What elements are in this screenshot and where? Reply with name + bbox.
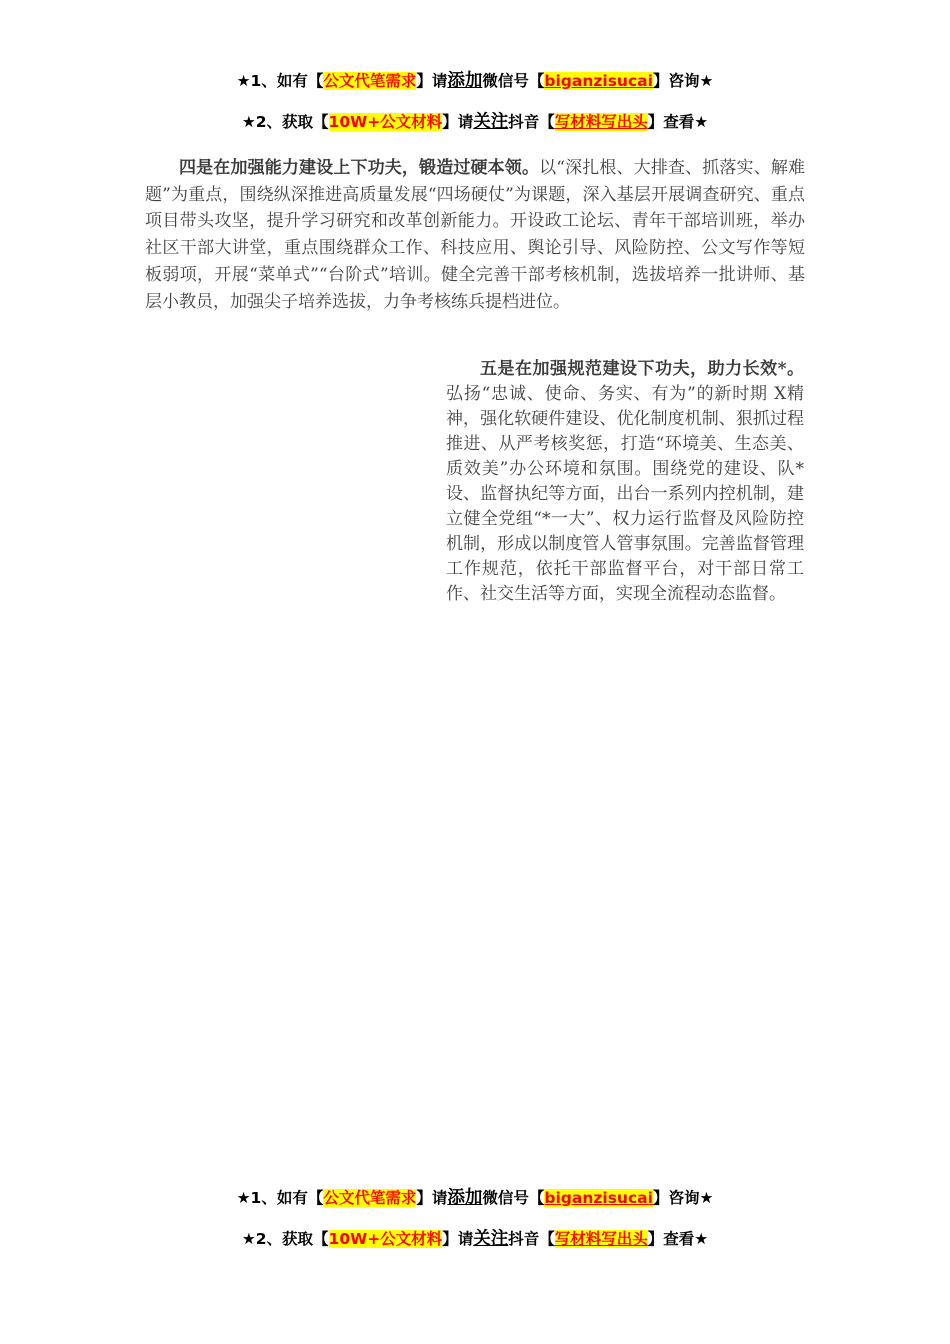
- promo-suffix: 】咨询★: [652, 1189, 714, 1207]
- promo-middle: 】请: [442, 1230, 474, 1248]
- promo-prefix: ★2、获取【: [241, 113, 329, 131]
- promo-prefix: ★2、获取【: [241, 1230, 329, 1248]
- promo-wechat-id-link[interactable]: biganzisucai: [544, 1189, 653, 1207]
- promo-emphasis: 关注: [473, 112, 509, 132]
- promo-douyin-account-link[interactable]: 写材料写出头: [554, 1230, 648, 1248]
- header-promo-line-1: [0, 69, 950, 93]
- paragraph-lead-heading: 五是在加强规范建设下功夫，助力长效*。: [480, 359, 804, 379]
- body-paragraph-5: [446, 357, 804, 607]
- promo-douyin-account-link[interactable]: 写材料写出头: [554, 113, 648, 131]
- promo-middle: 微信号【: [482, 72, 545, 90]
- paragraph-text: 弘扬“忠诚、使命、务实、有为”的新时期 X精神，强化软硬件建设、优化制度机制、狠抓过程推进、从严考核奖惩，打造“环境美、生态美、质效美”办公环境和氛围。围绕党的建设、队*设、监督执纪等方面，出台一系列内控机制，建立健全党组“*一大”、权力运行监督及风险防控机制，形成以制度管人管事氛围。完善监督管理工作规范，依托干部监督平台，对干部日常工作、社交生活等方面，实现全流程动态监督。: [446, 384, 804, 604]
- promo-middle: 】请: [442, 113, 474, 131]
- promo-middle: 微信号【: [482, 1189, 545, 1207]
- promo-suffix: 】查看★: [647, 1230, 709, 1248]
- footer-promo-line-1: [0, 1186, 950, 1210]
- promo-middle: 】请: [416, 1189, 448, 1207]
- paragraph-lead-heading: 四是在加强能力建设上下功夫，锻造过硬本领。: [179, 158, 540, 178]
- promo-suffix: 】咨询★: [652, 72, 714, 90]
- paragraph-text: 以“深扎根、大排查、抓落实、解难题”为重点，围绕纵深推进高质量发展“四场硬仗”为课题，深入基层开展调查研究、重点项目带头攻坚，提升学习研究和改革创新能力。开设政工论坛、青年干部培训班，举办社区干部大讲堂，重点围绕群众工作、科技应用、舆论引导、风险防控、公文写作等短板弱项，开展“菜单式”“台阶式”培训。健全完善干部考核机制，选拔培养一批讲师、基层小教员，加强尖子培养选拔，力争考核练兵提档进位。: [145, 158, 805, 312]
- promo-middle: 抖音【: [508, 113, 555, 131]
- promo-wechat-id-link[interactable]: biganzisucai: [544, 72, 653, 90]
- promo-prefix: ★1、如有【: [236, 1189, 324, 1207]
- footer-promo-line-2: [0, 1227, 950, 1251]
- promo-highlight-materials: 10W+公文材料: [328, 113, 443, 131]
- promo-middle: 】请: [416, 72, 448, 90]
- promo-prefix: ★1、如有【: [236, 72, 324, 90]
- promo-emphasis: 添加: [447, 71, 483, 91]
- promo-highlight-materials: 10W+公文材料: [328, 1230, 443, 1248]
- promo-emphasis: 添加: [447, 1188, 483, 1208]
- header-promo-line-2: [0, 110, 950, 134]
- promo-middle: 抖音【: [508, 1230, 555, 1248]
- body-paragraph-4: [145, 155, 805, 315]
- promo-emphasis: 关注: [473, 1229, 509, 1249]
- promo-suffix: 】查看★: [647, 113, 709, 131]
- promo-highlight-service: 公文代笔需求: [323, 1189, 417, 1207]
- promo-highlight-service: 公文代笔需求: [323, 72, 417, 90]
